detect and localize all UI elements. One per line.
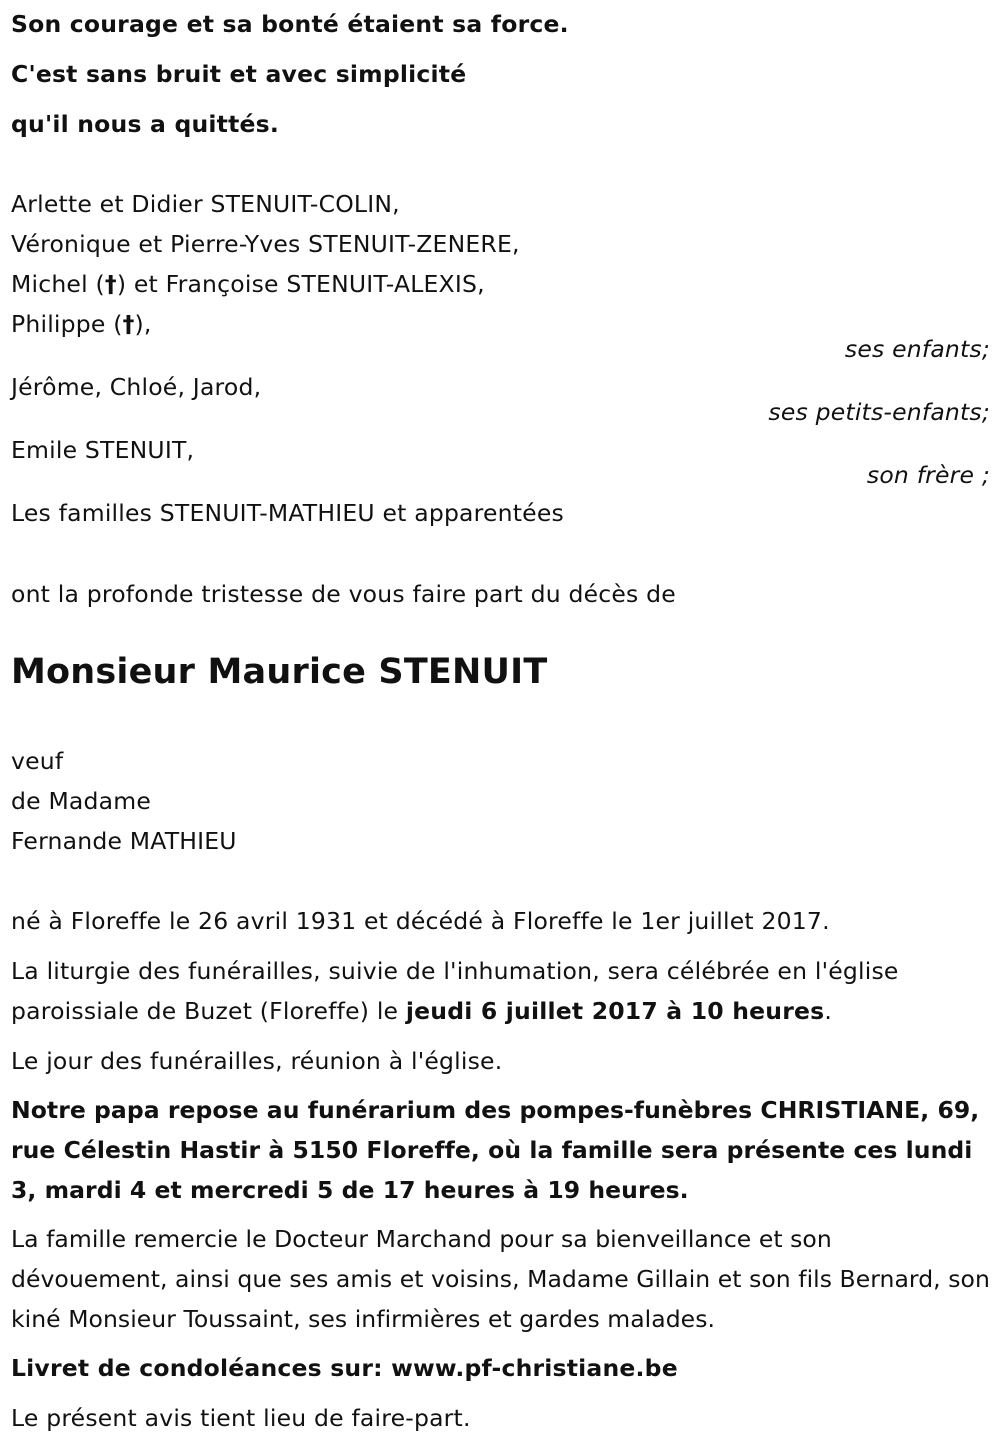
child-2: Véronique et Pierre-Yves STENUIT-ZENERE, (11, 230, 520, 258)
child-4: Philippe (†), (11, 310, 152, 338)
widower-line-3: Fernande MATHIEU (11, 827, 237, 855)
cross-icon: † (122, 310, 135, 338)
children-role: ses enfants; (844, 335, 990, 363)
grandchildren: Jérôme, Chloé, Jarod, (11, 373, 262, 401)
quote-line-3: qu'il nous a quittés. (11, 110, 279, 138)
quote-line-2: C'est sans bruit et avec simplicité (11, 60, 467, 88)
announcement: ont la profonde tristesse de vous faire part du décès de (11, 580, 676, 608)
brother: Emile STENUIT, (11, 436, 195, 464)
funerarium-paragraph: Notre papa repose au funérarium des pompes-funèbres CHRISTIANE, 69, rue Célestin Hastir à 5150 Floreffe, où la famille sera présente ces lundi 3, mardi 4 et mercredi 5 de 17 heures à 19 heures. (11, 1096, 980, 1204)
grandchildren-role: ses petits-enfants; (768, 398, 990, 426)
widower-line-1: veuf (11, 747, 64, 775)
child-1: Arlette et Didier STENUIT-COLIN, (11, 190, 400, 218)
deceased-name: Monsieur Maurice STENUIT (11, 652, 548, 692)
widower-line-2: de Madame (11, 787, 151, 815)
funeral-paragraph: La liturgie des funérailles, suivie de l'inhumation, sera célébrée en l'église paroissiale de Buzet (Floreffe) le jeudi 6 juillet 2017 à 10 heures. (11, 957, 899, 1025)
funeral-date: jeudi 6 juillet 2017 à 10 heures (405, 997, 825, 1025)
quote-line-1: Son courage et sa bonté étaient sa force. (11, 10, 569, 38)
condolences-link: Livret de condoléances sur: www.pf-christiane.be (11, 1354, 678, 1382)
meeting: Le jour des funérailles, réunion à l'église. (11, 1047, 503, 1075)
birth-death: né à Floreffe le 26 avril 1931 et décédé à Floreffe le 1er juillet 2017. (11, 907, 830, 935)
families: Les familles STENUIT-MATHIEU et apparentées (11, 499, 564, 527)
thanks-paragraph: La famille remercie le Docteur Marchand pour sa bienveillance et son dévouement, ainsi que ses amis et voisins, Madame Gillain et son fils Bernard, son kiné Monsieur Toussaint, ses infirmières et gardes malades. (11, 1225, 990, 1333)
notice: Le présent avis tient lieu de faire-part. (11, 1404, 471, 1432)
brother-role: son frère ; (866, 461, 990, 489)
child-3: Michel (†) et Françoise STENUIT-ALEXIS, (11, 270, 485, 298)
cross-icon: † (104, 270, 117, 298)
